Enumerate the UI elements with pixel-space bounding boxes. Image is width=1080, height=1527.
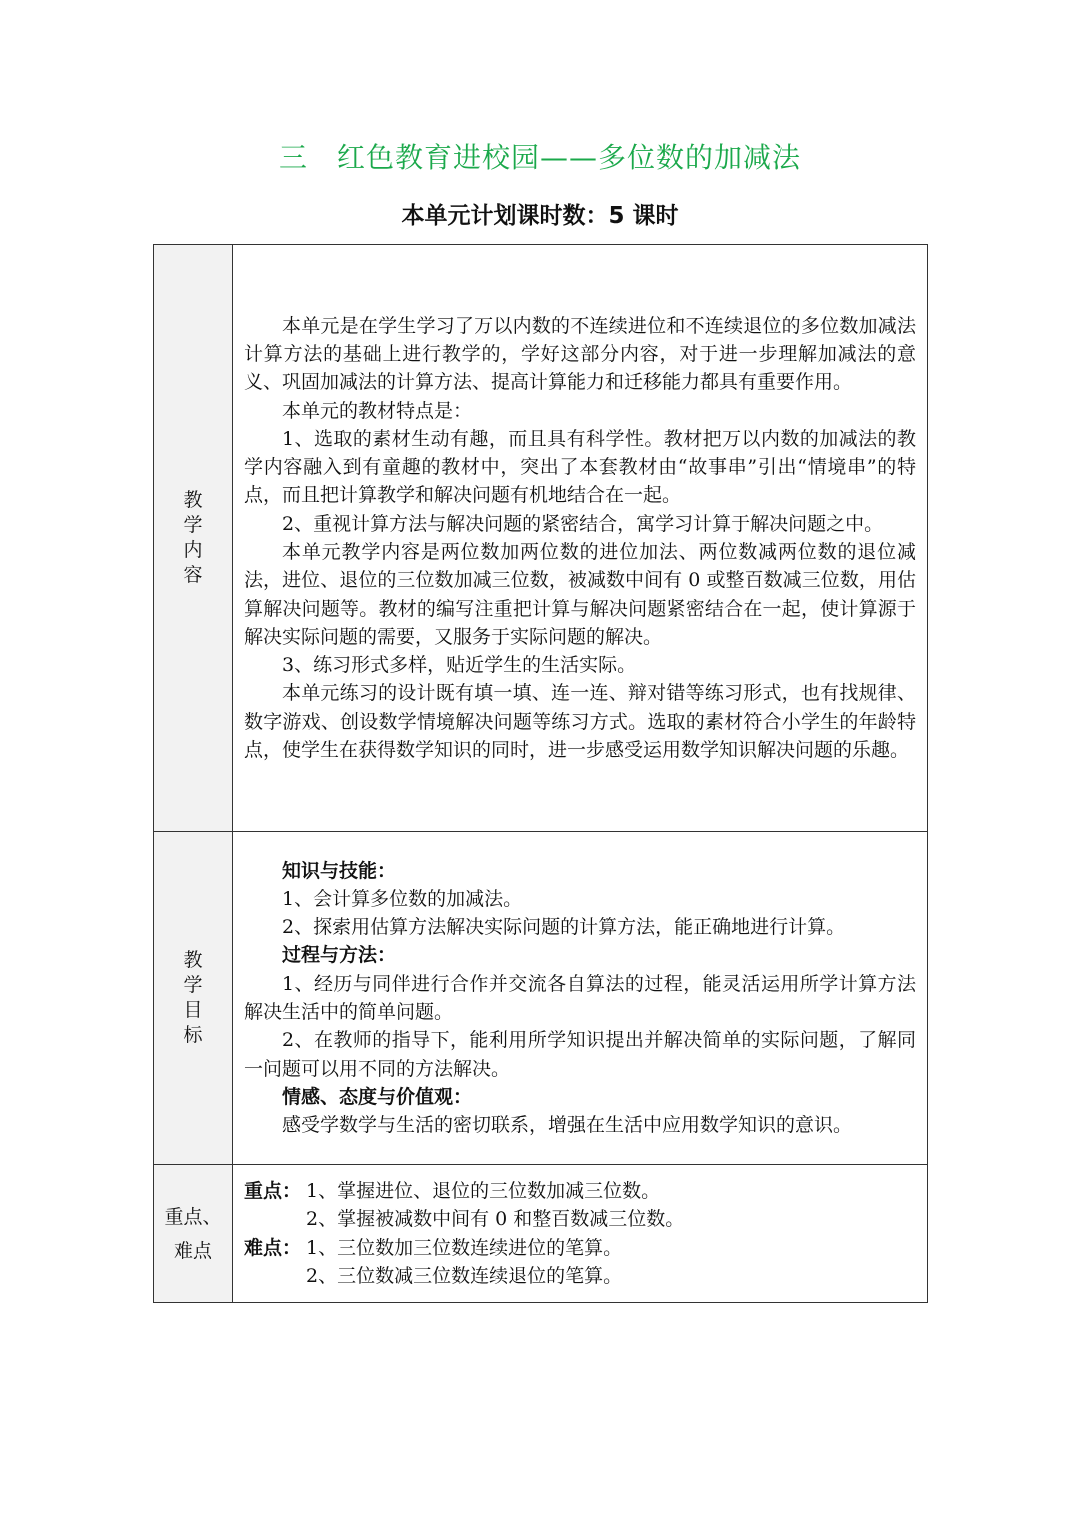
content-paragraph: 3、练习形式多样，贴近学生的生活实际。 <box>282 654 637 677</box>
teaching-content-row <box>154 245 928 832</box>
focus-row <box>244 1205 916 1233</box>
goal-item: 1、经历与同伴进行合作并交流各自算法的过程，能灵活运用所学计算方法解决生活中的简单问题。 <box>244 972 916 1023</box>
teaching-goals-cell <box>233 832 928 1165</box>
difficulty-item: 2、三位数减三位数连续退位的笔算。 <box>306 1264 623 1287</box>
attitude-heading: 情感、态度与价值观： <box>282 1085 473 1108</box>
key-points-label-line: 重点、 <box>164 1205 222 1228</box>
content-paragraph: 1、选取的素材生动有趣，而且具有科学性。教材把万以内数的加减法的教学内容融入到有童趣的教材中，突出了本套教材由“故事串”引出“情境串”的特点，而且把计算教学和解决问题有机地结合在一起。 <box>244 427 916 507</box>
process-heading: 过程与方法： <box>282 944 397 967</box>
content-paragraph: 本单元练习的设计既有填一填、连一连、辩对错等练习形式，也有找规律、数字游戏、创设数学情境解决问题等练习方式。选取的素材符合小学生的年龄特点，使学生在获得数学知识的同时，进一步感受运用数学知识解决问题的乐趣。 <box>244 682 916 762</box>
key-points-label-cell <box>154 1165 233 1303</box>
key-points-row <box>154 1165 928 1303</box>
unit-plan-table <box>153 244 928 1303</box>
teaching-goals-row <box>154 832 928 1165</box>
goal-item: 2、探索用估算方法解决实际问题的计算方法，能正确地进行计算。 <box>282 916 846 939</box>
teaching-goals-label-cell <box>154 832 233 1165</box>
focus-label: 重点： <box>244 1180 302 1202</box>
content-paragraph: 本单元是在学生学习了万以内数的不连续进位和不连续退位的多位数加减法计算方法的基础上进行教学的，学好这部分内容，对于进一步理解加减法的意义、巩固加减法的计算方法、提高计算能力和迁移能力都具有重要作用。 <box>244 314 916 394</box>
lesson-hours-subtitle: 本单元计划课时数：5 课时 <box>401 203 679 229</box>
teaching-content-label: 教学内容 <box>183 488 203 586</box>
key-points-cell <box>233 1165 928 1303</box>
content-paragraph: 本单元教学内容是两位数加两位数的进位加法、两位数减两位数的退位减法，进位、退位的三位数加减三位数，被减数中间有 0 或整百数减三位数，用估算解决问题等。教材的编写注重把计算与解决问题紧密结合在一起，使计算源于解决实际问题的需要，又服务于实际问题的解决。 <box>244 541 916 648</box>
content-paragraph: 本单元的教材特点是： <box>282 399 473 422</box>
focus-item: 2、掌握被减数中间有 0 和整百数减三位数。 <box>306 1208 685 1231</box>
difficulty-label: 难点： <box>244 1236 302 1259</box>
page-title: 三 红色教育进校园——多位数的加减法 <box>278 141 801 174</box>
difficulty-row <box>244 1262 916 1290</box>
focus-row <box>244 1177 916 1205</box>
goal-item: 2、在教师的指导下，能利用所学知识提出并解决简单的实际问题，了解同一问题可以用不同的方法解决。 <box>244 1029 916 1080</box>
teaching-goals-label: 教学目标 <box>183 948 203 1046</box>
difficulty-row <box>244 1234 916 1262</box>
difficulty-item: 1、三位数加三位数连续进位的笔算。 <box>306 1236 623 1259</box>
focus-item: 1、掌握进位、退位的三位数加减三位数。 <box>306 1180 661 1202</box>
teaching-content-label-cell <box>154 245 233 832</box>
teaching-content-cell <box>233 245 928 832</box>
content-paragraph: 2、重视计算方法与解决问题的紧密结合，寓学习计算于解决问题之中。 <box>282 512 884 535</box>
goal-item: 1、会计算多位数的加减法。 <box>282 887 523 910</box>
goal-item: 感受学数学与生活的密切联系，增强在生活中应用数学知识的意识。 <box>282 1114 853 1137</box>
key-points-label-line: 难点 <box>173 1239 212 1262</box>
knowledge-heading: 知识与技能： <box>282 859 397 882</box>
